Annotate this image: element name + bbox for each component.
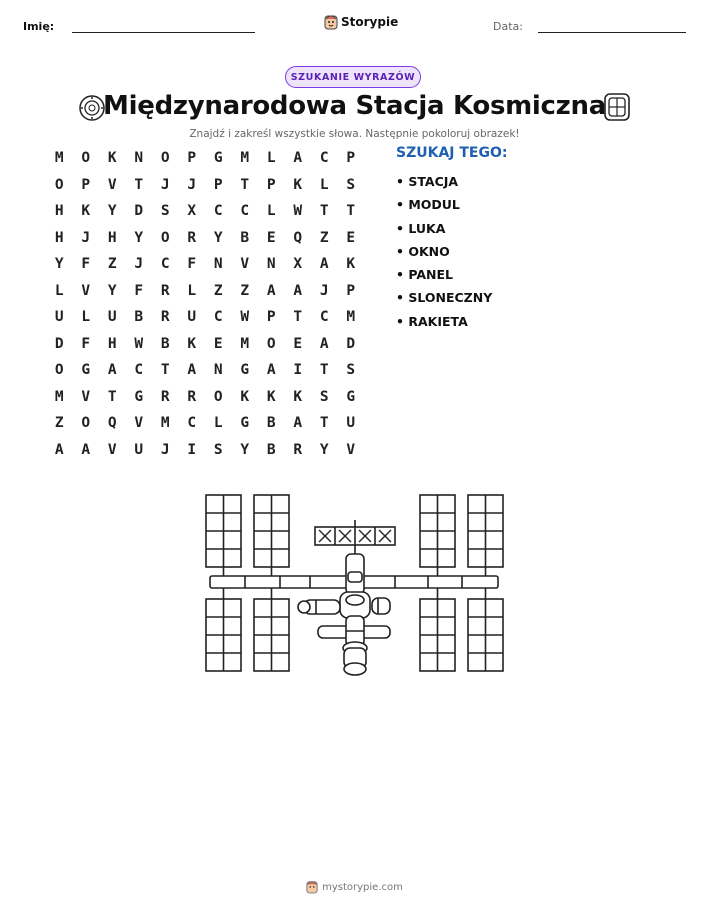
grid-cell[interactable]: O (213, 388, 223, 405)
grid-cell[interactable]: D (134, 203, 144, 220)
grid-cell[interactable]: S (319, 388, 329, 405)
grid-cell[interactable]: V (107, 176, 117, 193)
grid-cell[interactable]: H (107, 335, 117, 352)
grid-cell[interactable]: E (293, 335, 303, 352)
page-title: Międzynarodowa Stacja Kosmiczna (103, 91, 606, 121)
grid-cell[interactable]: K (266, 388, 276, 405)
grid-cell[interactable]: O (54, 176, 64, 193)
grid-cell[interactable]: T (319, 203, 329, 220)
grid-cell[interactable]: R (187, 388, 197, 405)
grid-cell[interactable]: W (240, 309, 250, 326)
grid-cell[interactable]: M (346, 309, 356, 326)
grid-cell[interactable]: R (160, 282, 170, 299)
grid-cell[interactable]: V (346, 441, 356, 458)
solar-panel (254, 495, 289, 567)
grid-cell[interactable]: N (213, 362, 223, 379)
grid-cell[interactable]: H (54, 203, 64, 220)
grid-cell[interactable]: D (54, 335, 64, 352)
grid-cell[interactable]: C (134, 362, 144, 379)
grid-cell[interactable]: J (187, 176, 197, 193)
grid-cell[interactable]: B (160, 335, 170, 352)
grid-cell[interactable]: K (187, 335, 197, 352)
grid-cell[interactable]: O (81, 150, 91, 167)
word-item: • MODUL (396, 197, 460, 213)
grid-cell[interactable]: Y (107, 203, 117, 220)
grid-cell[interactable]: B (240, 229, 250, 246)
grid-cell[interactable]: T (107, 388, 117, 405)
grid-cell[interactable]: O (266, 335, 276, 352)
grid-cell[interactable]: R (160, 309, 170, 326)
grid-cell[interactable]: C (213, 309, 223, 326)
brand-logo (324, 14, 398, 30)
date-label: Data: (493, 20, 523, 33)
grid-cell[interactable]: L (81, 309, 91, 326)
grid-cell[interactable]: Z (240, 282, 250, 299)
window-icon (603, 92, 631, 122)
grid-cell[interactable]: J (81, 229, 91, 246)
grid-cell[interactable]: G (134, 388, 144, 405)
grid-cell[interactable]: R (160, 388, 170, 405)
grid-cell[interactable]: G (240, 362, 250, 379)
grid-cell[interactable]: Y (107, 282, 117, 299)
grid-cell[interactable]: N (213, 256, 223, 273)
grid-cell[interactable]: O (54, 362, 64, 379)
grid-cell[interactable]: A (293, 282, 303, 299)
grid-cell[interactable]: P (187, 150, 197, 167)
grid-cell[interactable]: Y (134, 229, 144, 246)
grid-cell[interactable]: Y (319, 441, 329, 458)
grid-cell[interactable]: V (107, 441, 117, 458)
storypie-mascot-icon (324, 14, 338, 30)
grid-cell[interactable]: V (134, 415, 144, 432)
grid-cell[interactable]: A (293, 415, 303, 432)
grid-cell[interactable]: X (293, 256, 303, 273)
grid-cell[interactable]: T (134, 176, 144, 193)
grid-cell[interactable]: F (134, 282, 144, 299)
grid-cell[interactable]: C (160, 256, 170, 273)
grid-cell[interactable]: T (240, 176, 250, 193)
grid-cell[interactable]: A (81, 441, 91, 458)
grid-cell[interactable]: P (346, 150, 356, 167)
grid-cell[interactable]: X (187, 203, 197, 220)
grid-cell[interactable]: V (81, 388, 91, 405)
grid-cell[interactable]: Q (107, 415, 117, 432)
grid-cell[interactable]: Y (213, 229, 223, 246)
grid-cell[interactable]: P (266, 309, 276, 326)
grid-cell[interactable]: L (319, 176, 329, 193)
grid-cell[interactable]: Z (54, 415, 64, 432)
grid-cell[interactable]: G (240, 415, 250, 432)
grid-cell[interactable]: L (54, 282, 64, 299)
grid-cell[interactable]: H (54, 229, 64, 246)
grid-cell[interactable]: L (187, 282, 197, 299)
solar-panel (420, 495, 455, 567)
word-item: • PANEL (396, 267, 453, 283)
grid-cell[interactable]: K (346, 256, 356, 273)
grid-cell[interactable]: C (319, 150, 329, 167)
solar-panel (206, 495, 241, 567)
grid-cell[interactable]: D (346, 335, 356, 352)
word-item: • RAKIETA (396, 313, 468, 329)
grid-cell[interactable]: O (160, 229, 170, 246)
grid-cell[interactable]: P (266, 176, 276, 193)
solar-panel (254, 599, 289, 671)
grid-cell[interactable]: T (319, 415, 329, 432)
grid-cell[interactable]: W (134, 335, 144, 352)
word-item: • STACJA (396, 174, 459, 189)
grid-cell[interactable]: U (134, 441, 144, 458)
grid-cell[interactable]: S (160, 203, 170, 220)
grid-cell[interactable]: M (160, 415, 170, 432)
grid-cell[interactable]: E (346, 229, 356, 246)
grid-cell[interactable]: P (346, 282, 356, 299)
name-label: Imię: (23, 20, 55, 33)
grid-cell[interactable]: I (187, 441, 197, 458)
grid-cell[interactable]: C (240, 203, 250, 220)
grid-cell[interactable]: P (81, 176, 91, 193)
grid-cell[interactable]: U (54, 309, 64, 326)
grid-cell[interactable]: K (293, 388, 303, 405)
grid-cell[interactable]: Y (240, 441, 250, 458)
word-item: • LUKA (396, 220, 446, 236)
grid-cell[interactable]: T (319, 362, 329, 379)
grid-cell[interactable]: N (134, 150, 144, 167)
word-item: • SLONECZNY (396, 290, 493, 306)
grid-cell[interactable]: J (134, 256, 144, 273)
grid-cell[interactable]: A (293, 150, 303, 167)
solar-panel (468, 599, 503, 671)
grid-cell[interactable]: J (160, 176, 170, 193)
grid-cell[interactable]: W (293, 203, 303, 220)
grid-cell[interactable]: G (346, 388, 356, 405)
grid-cell[interactable]: U (187, 309, 197, 326)
grid-cell[interactable]: Z (107, 256, 117, 273)
grid-cell[interactable]: Q (293, 229, 303, 246)
grid-cell[interactable]: M (54, 150, 64, 167)
solar-panel (468, 495, 503, 567)
grid-cell[interactable]: I (293, 362, 303, 379)
grid-cell[interactable]: F (187, 256, 197, 273)
grid-cell[interactable]: B (266, 441, 276, 458)
grid-cell[interactable]: L (213, 415, 223, 432)
grid-cell[interactable]: T (346, 203, 356, 220)
grid-cell[interactable]: B (266, 415, 276, 432)
grid-cell[interactable]: U (107, 309, 117, 326)
grid-cell[interactable]: G (213, 150, 223, 167)
date-line[interactable] (538, 32, 686, 33)
grid-cell[interactable]: N (266, 256, 276, 273)
word-item: • OKNO (396, 243, 450, 259)
grid-cell[interactable]: E (213, 335, 223, 352)
grid-cell[interactable]: U (346, 415, 356, 432)
grid-cell[interactable]: A (319, 256, 329, 273)
grid-cell[interactable]: L (266, 150, 276, 167)
grid-cell[interactable]: A (319, 335, 329, 352)
word-list (396, 170, 492, 333)
grid-cell[interactable]: V (240, 256, 250, 273)
footer (0, 880, 709, 894)
grid-cell[interactable]: A (266, 282, 276, 299)
name-line[interactable] (72, 32, 255, 33)
grid-cell[interactable]: T (293, 309, 303, 326)
grid-cell[interactable]: J (319, 282, 329, 299)
grid-cell[interactable]: A (107, 362, 117, 379)
solar-panel (206, 599, 241, 671)
grid-cell[interactable]: J (160, 441, 170, 458)
grid-cell[interactable]: O (160, 150, 170, 167)
grid-cell[interactable]: M (54, 388, 64, 405)
storypie-mascot-icon (306, 880, 318, 894)
solar-panel (420, 599, 455, 671)
grid-cell[interactable]: M (240, 150, 250, 167)
grid-cell[interactable]: T (160, 362, 170, 379)
grid-cell[interactable]: A (266, 362, 276, 379)
grid-cell[interactable]: O (81, 415, 91, 432)
grid-cell[interactable]: Z (319, 229, 329, 246)
grid-cell[interactable]: S (346, 176, 356, 193)
grid-cell[interactable]: B (134, 309, 144, 326)
grid-cell[interactable]: G (81, 362, 91, 379)
grid-cell[interactable]: F (81, 335, 91, 352)
grid-cell[interactable]: C (319, 309, 329, 326)
grid-cell[interactable]: K (293, 176, 303, 193)
brand-name: Storypie (341, 15, 399, 29)
word-list-title: SZUKAJ TEGO: (396, 145, 508, 161)
grid-cell[interactable]: V (81, 282, 91, 299)
grid-cell[interactable]: Z (213, 282, 223, 299)
grid-cell[interactable]: M (240, 335, 250, 352)
activity-badge: SZUKANIE WYRAZÓW (285, 66, 421, 88)
grid-cell[interactable]: R (293, 441, 303, 458)
grid-cell[interactable]: K (240, 388, 250, 405)
grid-cell[interactable]: A (187, 362, 197, 379)
grid-cell[interactable]: R (187, 229, 197, 246)
grid-cell[interactable]: S (346, 362, 356, 379)
grid-cell[interactable]: K (107, 150, 117, 167)
grid-cell[interactable]: C (213, 203, 223, 220)
grid-cell[interactable]: Y (54, 256, 64, 273)
letter-grid[interactable] (46, 145, 366, 463)
footer-url[interactable]: mystorypie.com (322, 881, 403, 893)
module (372, 598, 390, 614)
space-station-illustration[interactable] (200, 488, 510, 688)
grid-cell[interactable]: L (266, 203, 276, 220)
grid-cell[interactable]: P (213, 176, 223, 193)
grid-cell[interactable]: K (81, 203, 91, 220)
instructions: Znajdź i zakreśl wszystkie słowa. Następnie pokoloruj obrazek! (189, 128, 520, 140)
grid-cell[interactable]: H (107, 229, 117, 246)
grid-cell[interactable]: E (266, 229, 276, 246)
grid-cell[interactable]: S (213, 441, 223, 458)
grid-cell[interactable]: C (187, 415, 197, 432)
grid-cell[interactable]: A (54, 441, 64, 458)
grid-cell[interactable]: F (81, 256, 91, 273)
